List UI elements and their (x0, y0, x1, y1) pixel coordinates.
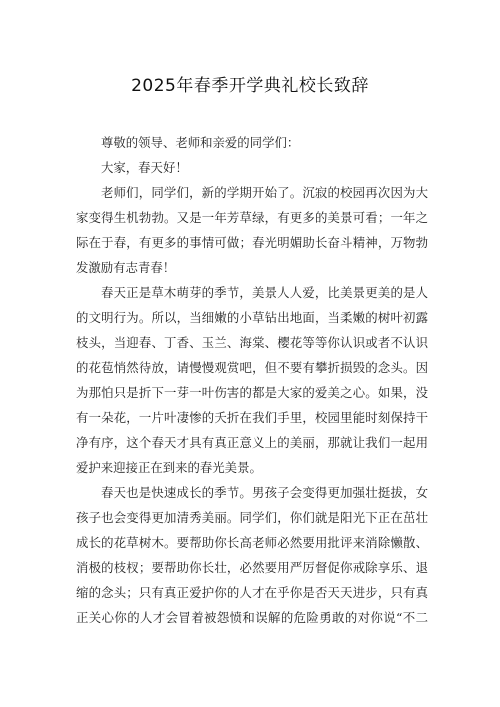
body-line: 消极的枝杈；要帮助你长壮，必然要用严厉督促你戒除享乐、退 (76, 560, 428, 575)
body-line: 孩子也会变得更加清秀美丽。同学们，你们就是阳光下正在茁壮 (76, 510, 428, 525)
document-body (76, 130, 428, 630)
body-line: 尊敬的领导、老师和亲爱的同学们： (101, 135, 300, 150)
body-line: 正关心你的人才会冒着被怨愤和误解的危险勇敢的对你说“不二 (76, 610, 428, 625)
body-line: 的文明行为。所以，当细嫩的小草钻出地面，当柔嫩的树叶初露 (76, 310, 428, 325)
body-line: 爱护来迎接正在到来的春光美景。 (76, 460, 262, 475)
body-line: 成长的花草树木。要帮助你长高老师必然要用批评来消除懒散、 (76, 535, 428, 550)
body-line: 的花苞悄然待放，请慢慢观赏吧，但不要有攀折损毁的念头。因 (76, 360, 428, 375)
body-line: 为那怕只是折下一芽一叶伤害的都是大家的爱美之心。如果，没 (76, 385, 428, 400)
body-line: 缩的念头；只有真正爱护你的人才在乎你是否天天进步，只有真 (76, 585, 428, 600)
body-line: 净有序，这个春天才具有真正意义上的美丽，那就让我们一起用 (76, 435, 428, 450)
body-line: 春天也是快速成长的季节。男孩子会变得更加强壮挺拔，女 (101, 485, 428, 500)
body-line: 际在于春，有更多的事情可做；春光明媚助长奋斗精神，万物勃 (76, 235, 428, 250)
body-line: 枝头，当迎春、丁香、玉兰、海棠、樱花等等你认识或者不认识 (76, 335, 428, 350)
body-line: 家变得生机勃勃。又是一年芳草绿，有更多的美景可看；一年之 (76, 210, 428, 225)
body-line: 大家，春天好！ (101, 160, 188, 175)
document-title: 2025年春季开学典礼校长致辞 (131, 76, 369, 96)
body-line: 有一朵花，一片叶凄惨的夭折在我们手里，校园里能时刻保持干 (76, 410, 428, 425)
body-line: 老师们，同学们，新的学期开始了。沉寂的校园再次因为大 (101, 185, 428, 200)
body-line: 发激励有志青春！ (76, 260, 176, 275)
body-line: 春天正是草木萌芽的季节，美景人人爱，比美景更美的是人 (101, 285, 428, 300)
